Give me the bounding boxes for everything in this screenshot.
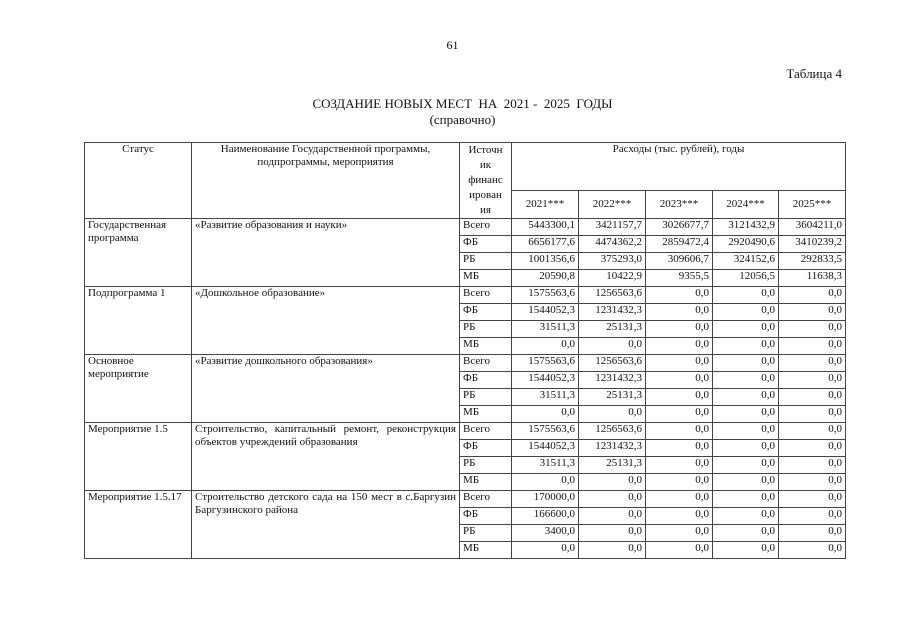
- funding-source: ФБ: [460, 304, 512, 321]
- header-source: Источн ик финанс ирован ия: [460, 143, 512, 219]
- expense-value: 309606,7: [646, 253, 713, 270]
- funding-source: РБ: [460, 253, 512, 270]
- expense-value: 25131,3: [579, 389, 646, 406]
- funding-source: МБ: [460, 270, 512, 287]
- expense-value: 0,0: [779, 355, 846, 372]
- expense-value: 0,0: [713, 440, 779, 457]
- expense-value: 0,0: [779, 491, 846, 508]
- expense-value: 1231432,3: [579, 440, 646, 457]
- expense-value: 0,0: [646, 338, 713, 355]
- expense-value: 3421157,7: [579, 219, 646, 236]
- expense-value: 11638,3: [779, 270, 846, 287]
- expense-value: 0,0: [779, 474, 846, 491]
- funding-source: ФБ: [460, 236, 512, 253]
- funding-source: РБ: [460, 321, 512, 338]
- expense-value: 5443300,1: [512, 219, 579, 236]
- expense-value: 2920490,6: [713, 236, 779, 253]
- expense-value: 0,0: [713, 525, 779, 542]
- expense-value: 0,0: [512, 338, 579, 355]
- funding-source: ФБ: [460, 372, 512, 389]
- expense-value: 1256563,6: [579, 287, 646, 304]
- expense-value: 0,0: [779, 338, 846, 355]
- expense-value: 0,0: [646, 321, 713, 338]
- expense-value: 1231432,3: [579, 304, 646, 321]
- expense-value: 1544052,3: [512, 372, 579, 389]
- header-year: 2021***: [512, 190, 579, 219]
- expense-value: 0,0: [779, 287, 846, 304]
- expense-value: 4474362,2: [579, 236, 646, 253]
- header-name: Наименование Государственной программы, подпрограммы, мероприятия: [192, 143, 460, 219]
- expense-value: 0,0: [779, 423, 846, 440]
- expense-value: 0,0: [779, 389, 846, 406]
- expense-value: 292833,5: [779, 253, 846, 270]
- expense-value: 0,0: [779, 542, 846, 559]
- expense-value: 0,0: [779, 304, 846, 321]
- expense-value: 0,0: [779, 525, 846, 542]
- expense-value: 1231432,3: [579, 372, 646, 389]
- header-year: 2022***: [579, 190, 646, 219]
- expense-value: 20590,8: [512, 270, 579, 287]
- expense-value: 31511,3: [512, 389, 579, 406]
- header-expenses: Расходы (тыс. рублей), годы: [512, 143, 846, 191]
- expense-value: 3121432,9: [713, 219, 779, 236]
- expense-value: 0,0: [713, 372, 779, 389]
- budget-table: [84, 142, 846, 559]
- row-status: Государственная программа: [85, 219, 192, 287]
- expense-value: 166600,0: [512, 508, 579, 525]
- expense-value: 0,0: [713, 355, 779, 372]
- expense-value: 0,0: [713, 423, 779, 440]
- expense-value: 0,0: [779, 321, 846, 338]
- expense-value: 2859472,4: [646, 236, 713, 253]
- expense-value: 1544052,3: [512, 440, 579, 457]
- funding-source: ФБ: [460, 508, 512, 525]
- expense-value: 0,0: [713, 338, 779, 355]
- table-row: [85, 355, 846, 372]
- table-row: [85, 219, 846, 236]
- funding-source: Всего: [460, 355, 512, 372]
- expense-value: 0,0: [646, 457, 713, 474]
- expense-value: 3026677,7: [646, 219, 713, 236]
- funding-source: МБ: [460, 542, 512, 559]
- expense-value: 12056,5: [713, 270, 779, 287]
- funding-source: Всего: [460, 491, 512, 508]
- funding-source: РБ: [460, 525, 512, 542]
- expense-value: 0,0: [646, 474, 713, 491]
- document-title: СОЗДАНИЕ НОВЫХ МЕСТ НА 2021 - 2025 ГОДЫ: [312, 96, 613, 111]
- expense-value: 1001356,6: [512, 253, 579, 270]
- expense-value: 0,0: [646, 389, 713, 406]
- expense-value: 0,0: [713, 491, 779, 508]
- expense-value: 10422,9: [579, 270, 646, 287]
- expense-value: 0,0: [713, 457, 779, 474]
- funding-source: РБ: [460, 389, 512, 406]
- row-status: Мероприятие 1.5: [85, 423, 192, 491]
- funding-source: Всего: [460, 287, 512, 304]
- expense-value: 6656177,6: [512, 236, 579, 253]
- expense-value: 31511,3: [512, 321, 579, 338]
- row-program-name: «Развитие образования и науки»: [192, 219, 460, 287]
- expense-value: 0,0: [579, 542, 646, 559]
- table-row: [85, 423, 846, 440]
- expense-value: 0,0: [646, 406, 713, 423]
- expense-value: 0,0: [579, 474, 646, 491]
- expense-value: 1575563,6: [512, 287, 579, 304]
- expense-value: 0,0: [713, 508, 779, 525]
- expense-value: 0,0: [779, 440, 846, 457]
- expense-value: 25131,3: [579, 321, 646, 338]
- expense-value: 0,0: [579, 491, 646, 508]
- funding-source: ФБ: [460, 440, 512, 457]
- expense-value: 0,0: [646, 525, 713, 542]
- expense-value: 0,0: [579, 525, 646, 542]
- row-program-name: «Дошкольное образование»: [192, 287, 460, 355]
- expense-value: 0,0: [512, 542, 579, 559]
- expense-value: 0,0: [713, 406, 779, 423]
- expense-value: 3400,0: [512, 525, 579, 542]
- expense-value: 0,0: [646, 372, 713, 389]
- table-row: [85, 491, 846, 508]
- expense-value: 1575563,6: [512, 355, 579, 372]
- expense-value: 0,0: [713, 287, 779, 304]
- expense-value: 0,0: [646, 440, 713, 457]
- table-row: [85, 287, 846, 304]
- funding-source: Всего: [460, 219, 512, 236]
- expense-value: 0,0: [646, 304, 713, 321]
- expense-value: 0,0: [579, 508, 646, 525]
- table-header: [85, 143, 846, 219]
- expense-value: 0,0: [713, 474, 779, 491]
- header-status: Статус: [85, 143, 192, 219]
- expense-value: 0,0: [579, 406, 646, 423]
- expense-value: 9355,5: [646, 270, 713, 287]
- row-status: Основное мероприятие: [85, 355, 192, 423]
- expense-value: 31511,3: [512, 457, 579, 474]
- funding-source: Всего: [460, 423, 512, 440]
- document-subtitle: (справочно): [429, 112, 496, 127]
- expense-value: 1544052,3: [512, 304, 579, 321]
- expense-value: 1256563,6: [579, 355, 646, 372]
- expense-value: 0,0: [779, 372, 846, 389]
- expense-value: 1256563,6: [579, 423, 646, 440]
- table-body: [85, 219, 846, 559]
- expense-value: 0,0: [713, 321, 779, 338]
- expense-value: 0,0: [713, 389, 779, 406]
- expense-value: 324152,6: [713, 253, 779, 270]
- expense-value: 0,0: [512, 406, 579, 423]
- row-status: Мероприятие 1.5.17: [85, 491, 192, 559]
- expense-value: 3604211,0: [779, 219, 846, 236]
- expense-value: 375293,0: [579, 253, 646, 270]
- funding-source: РБ: [460, 457, 512, 474]
- row-status: Подпрограмма 1: [85, 287, 192, 355]
- expense-value: 0,0: [512, 474, 579, 491]
- expense-value: 0,0: [646, 491, 713, 508]
- expense-value: 0,0: [779, 457, 846, 474]
- expense-value: 0,0: [646, 355, 713, 372]
- row-program-name: «Развитие дошкольного образования»: [192, 355, 460, 423]
- row-program-name: Строительство детского сада на 150 мест в с.Баргузин Баргузинского района: [192, 491, 460, 559]
- funding-source: МБ: [460, 474, 512, 491]
- expense-value: 25131,3: [579, 457, 646, 474]
- funding-source: МБ: [460, 406, 512, 423]
- table-label: Таблица 4: [786, 66, 842, 81]
- funding-source: МБ: [460, 338, 512, 355]
- expense-value: 0,0: [646, 287, 713, 304]
- header-year: 2023***: [646, 190, 713, 219]
- header-year: 2025***: [779, 190, 846, 219]
- header-year: 2024***: [713, 190, 779, 219]
- expense-value: 0,0: [579, 338, 646, 355]
- expense-value: 3410239,2: [779, 236, 846, 253]
- expense-value: 0,0: [646, 542, 713, 559]
- expense-value: 0,0: [646, 423, 713, 440]
- row-program-name: Строительство, капитальный ремонт, реконструкция объектов учреждений образования: [192, 423, 460, 491]
- expense-value: 0,0: [779, 406, 846, 423]
- page-number: 61: [446, 38, 459, 52]
- expense-value: 0,0: [713, 304, 779, 321]
- expense-value: 0,0: [779, 508, 846, 525]
- expense-value: 170000,0: [512, 491, 579, 508]
- expense-value: 1575563,6: [512, 423, 579, 440]
- expense-value: 0,0: [646, 508, 713, 525]
- expense-value: 0,0: [713, 542, 779, 559]
